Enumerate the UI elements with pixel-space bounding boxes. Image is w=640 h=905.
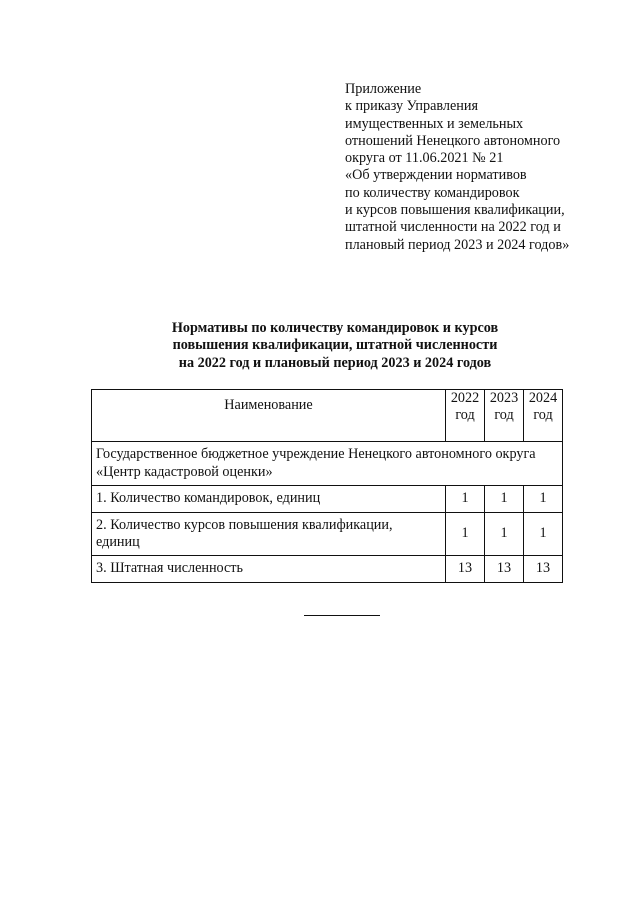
row-value-2023: 13 [485, 556, 524, 583]
appendix-line: «Об утверждении нормативов [345, 167, 527, 184]
header-year: 2022 [450, 390, 480, 406]
organization-line: «Центр кадастровой оценки» [96, 463, 273, 480]
row-name [92, 513, 446, 556]
header-year: 2023 [489, 390, 519, 406]
appendix-line: отношений Ненецкого автономного [345, 132, 561, 149]
title-line: Нормативы по количеству командировок и курсов [171, 320, 499, 336]
row-value-2022: 13 [446, 556, 485, 583]
header-year-2023 [485, 390, 524, 442]
title-line: повышения квалификации, штатной численности [172, 337, 498, 354]
row-name: 1. Количество командировок, единиц [92, 486, 446, 513]
appendix-line: штатной численности на 2022 год и [345, 219, 561, 236]
row-name-line: 2. Количество курсов повышения квалификации, [96, 516, 393, 533]
header-unit: год [455, 407, 475, 424]
appendix-line: Приложение [345, 81, 422, 97]
organization-cell [92, 442, 563, 486]
appendix-line: округа от 11.06.2021 № 21 [345, 150, 504, 167]
row-name-line: единиц [96, 534, 140, 550]
table-row [92, 486, 563, 513]
row-value-2022: 1 [446, 513, 485, 556]
document-title [100, 320, 570, 372]
row-value-2024: 13 [524, 556, 563, 583]
table-header-row [92, 390, 563, 442]
header-unit: год [533, 407, 553, 424]
row-value-2023: 1 [485, 486, 524, 513]
row-name: 3. Штатная численность [92, 556, 446, 583]
norms-table [91, 389, 563, 583]
header-year: 2024 [528, 390, 558, 406]
appendix-line: плановый период 2023 и 2024 годов» [345, 236, 570, 253]
appendix-line: имущественных и земельных [345, 115, 524, 132]
header-unit: год [494, 407, 514, 424]
appendix-line: и курсов повышения квалификации, [345, 202, 565, 219]
appendix-block [345, 81, 625, 254]
title-line: на 2022 год и плановый период 2023 и 2024 годов [178, 354, 492, 371]
table-row [92, 556, 563, 583]
row-value-2023: 1 [485, 513, 524, 556]
appendix-line: по количеству командировок [345, 184, 520, 201]
row-value-2022: 1 [446, 486, 485, 513]
header-year-2024 [524, 390, 563, 442]
row-value-2024: 1 [524, 513, 563, 556]
organization-row [92, 442, 563, 486]
header-name: Наименование [92, 390, 446, 442]
header-year-2022 [446, 390, 485, 442]
table-row [92, 513, 563, 556]
row-value-2024: 1 [524, 486, 563, 513]
appendix-line: к приказу Управления [345, 98, 479, 115]
organization-line: Государственное бюджетное учреждение Ненецкого автономного округа [96, 446, 536, 463]
end-of-document-rule [304, 615, 380, 616]
